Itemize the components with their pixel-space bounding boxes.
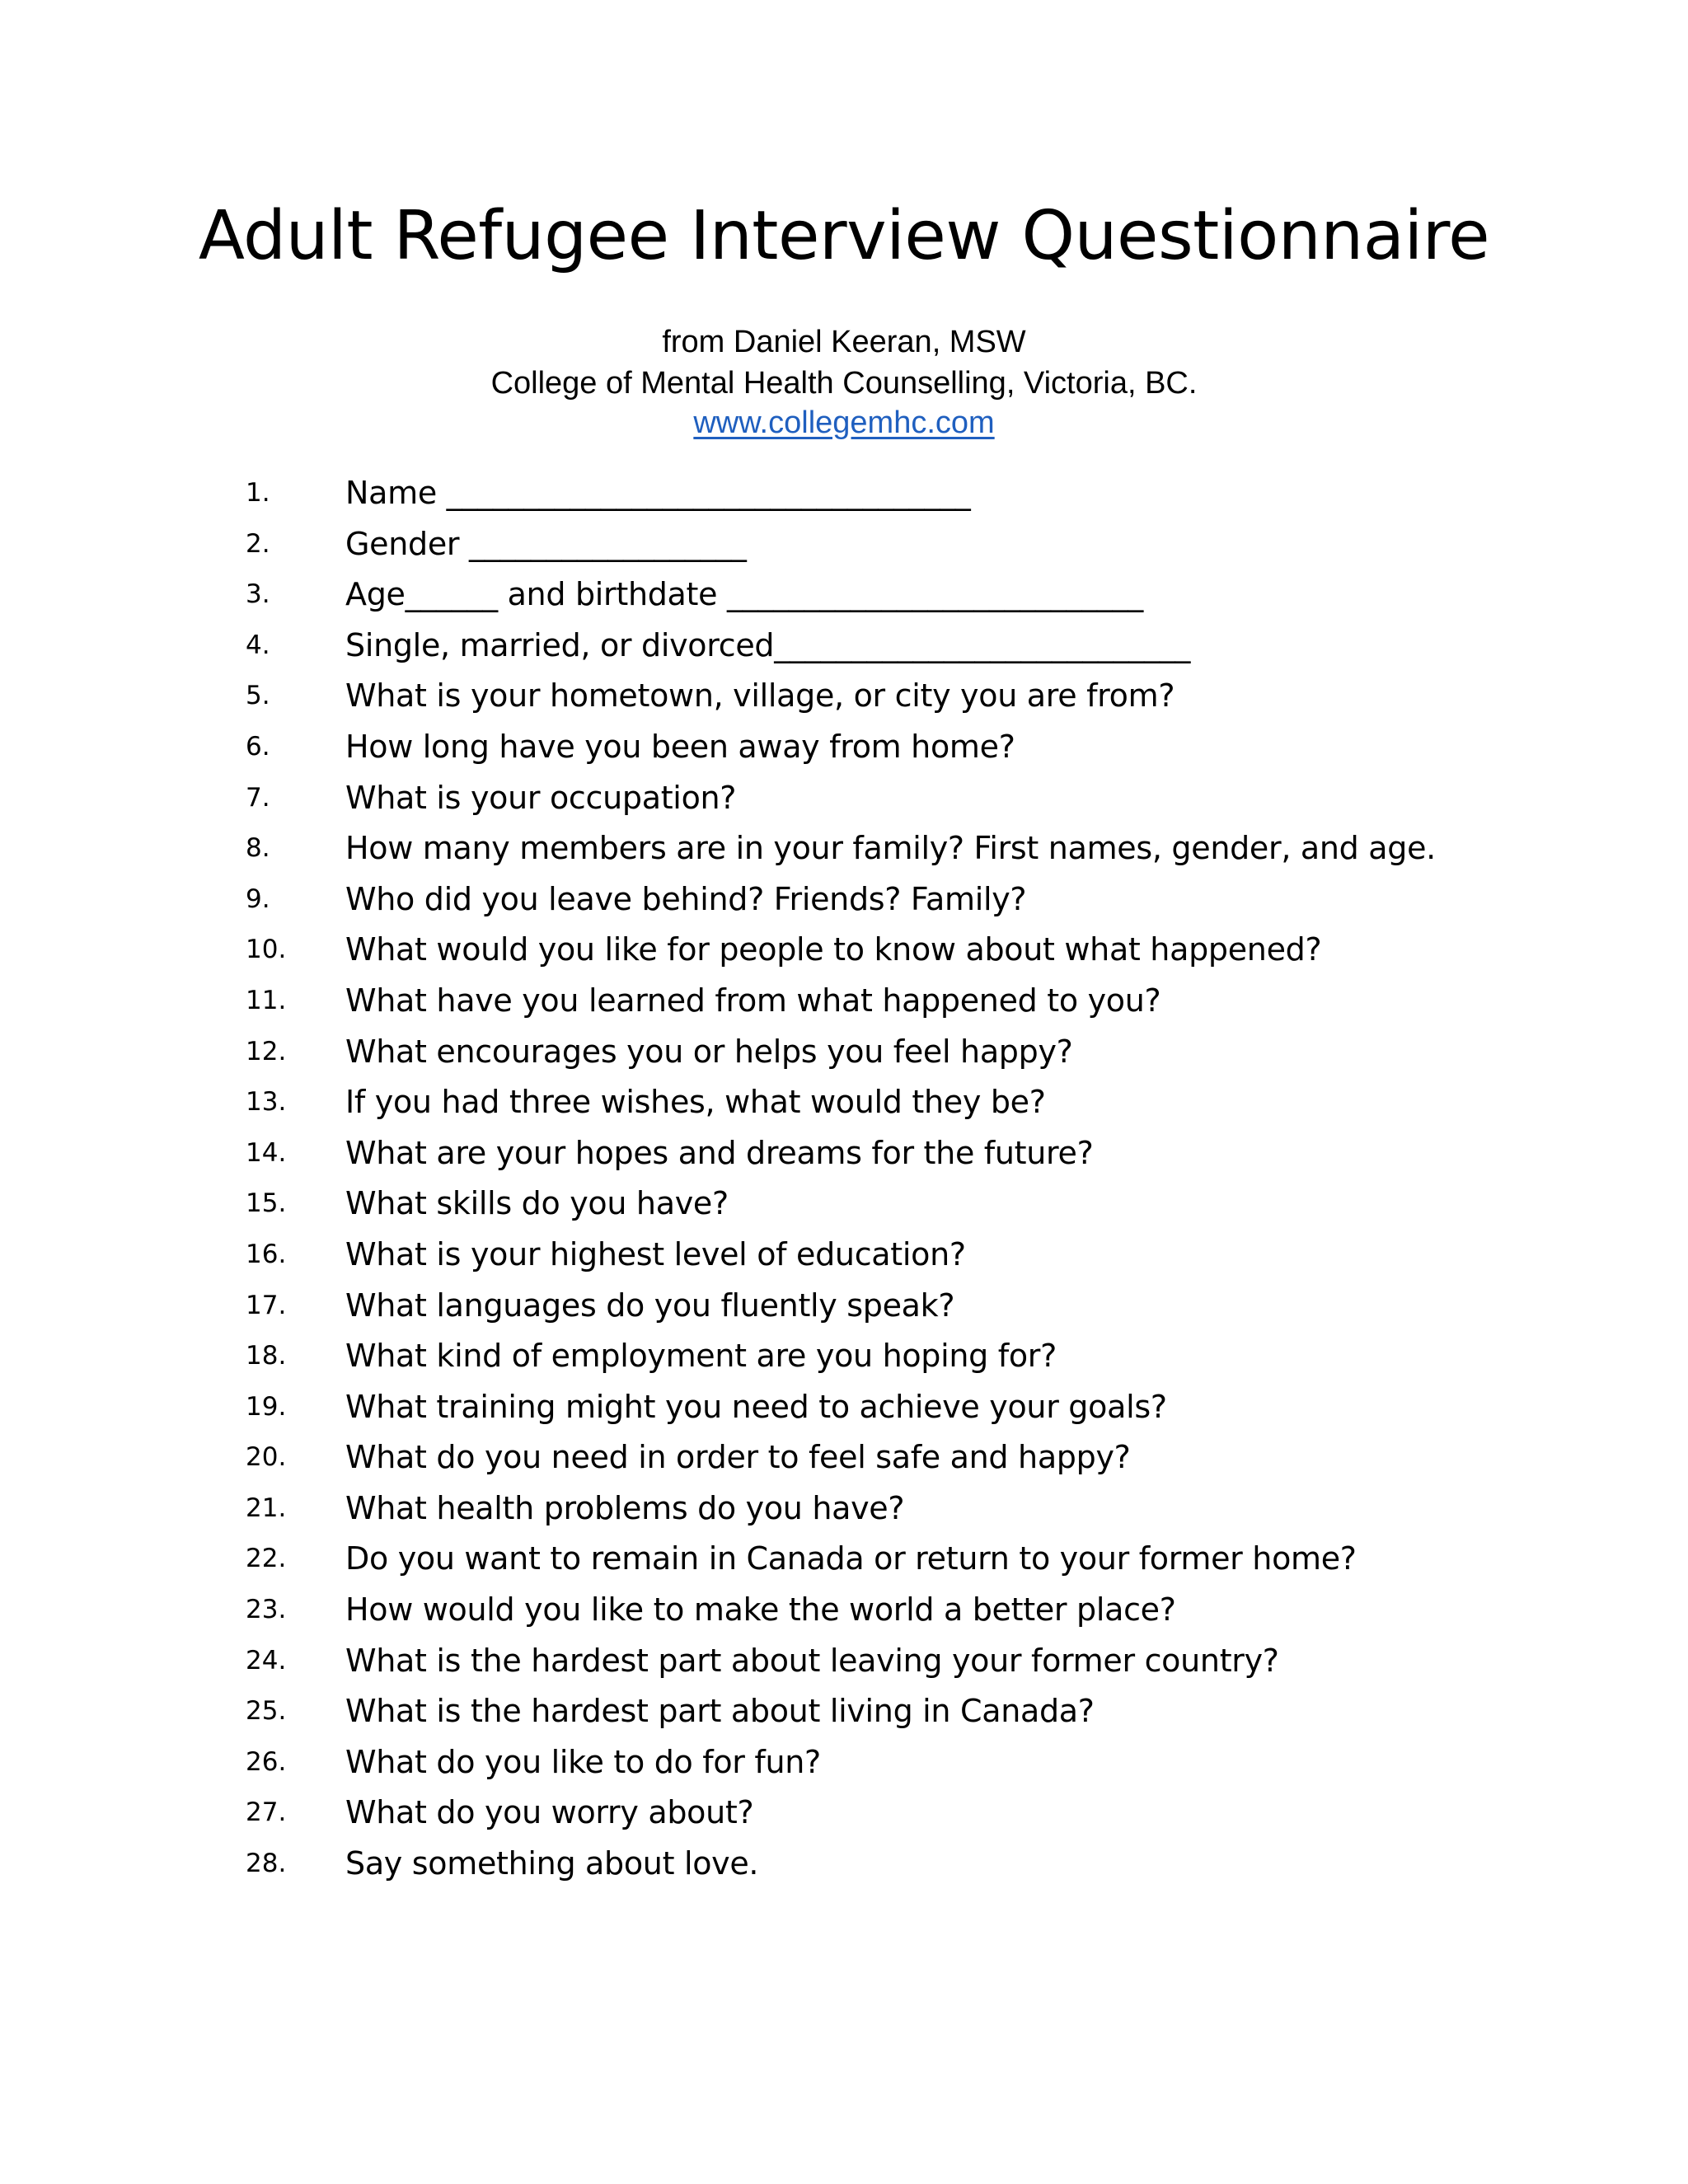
question-item bbox=[0, 874, 1688, 926]
question-number: 16. bbox=[246, 1239, 287, 1269]
question-text: What is your highest level of education? bbox=[345, 1235, 966, 1272]
question-item bbox=[0, 1636, 1688, 1687]
question-number: 26. bbox=[246, 1746, 287, 1777]
question-number: 11. bbox=[246, 985, 287, 1015]
question-text: What do you need in order to feel safe and happy? bbox=[345, 1439, 1131, 1476]
question-number: 27. bbox=[246, 1797, 287, 1828]
question-item bbox=[0, 1331, 1688, 1382]
question-item bbox=[0, 823, 1688, 874]
question-item bbox=[0, 1382, 1688, 1433]
question-text: What kind of employment are you hoping for? bbox=[345, 1338, 1057, 1375]
question-number: 4. bbox=[246, 630, 270, 660]
question-text: What skills do you have? bbox=[345, 1185, 729, 1222]
question-item bbox=[0, 773, 1688, 824]
question-text: What encourages you or helps you feel happy? bbox=[345, 1033, 1073, 1070]
question-number: 23. bbox=[246, 1595, 287, 1625]
question-number: 3. bbox=[246, 579, 270, 610]
question-number: 6. bbox=[246, 731, 270, 762]
organization-line: College of Mental Health Counselling, Victoria, BC. bbox=[490, 366, 1198, 401]
question-text: How would you like to make the world a better place? bbox=[345, 1591, 1176, 1629]
question-text: What health problems do you have? bbox=[345, 1489, 905, 1526]
question-text: What is your hometown, village, or city you are from? bbox=[345, 677, 1175, 715]
question-text: Age______ and birthdate ___________________________ bbox=[345, 576, 1143, 613]
question-number: 9. bbox=[246, 883, 270, 914]
question-text: Say something about love. bbox=[345, 1845, 759, 1882]
question-item bbox=[0, 1230, 1688, 1281]
question-text: What training might you need to achieve your goals? bbox=[345, 1388, 1167, 1425]
author-line: from Daniel Keeran, MSW bbox=[662, 325, 1026, 359]
question-item bbox=[0, 1128, 1688, 1179]
question-number: 7. bbox=[246, 782, 270, 813]
question-number: 2. bbox=[246, 528, 270, 559]
question-number: 13. bbox=[246, 1087, 287, 1118]
question-text: Gender __________________ bbox=[345, 525, 747, 562]
question-text: Who did you leave behind? Friends? Family? bbox=[345, 880, 1027, 917]
question-number: 21. bbox=[246, 1493, 287, 1523]
question-text: How long have you been away from home? bbox=[345, 728, 1015, 765]
question-text: Name __________________________________ bbox=[345, 475, 971, 511]
question-text: What have you learned from what happened to you? bbox=[345, 982, 1161, 1019]
page-title: Adult Refugee Interview Questionnaire bbox=[198, 197, 1490, 275]
question-number: 12. bbox=[246, 1036, 287, 1066]
question-item bbox=[0, 519, 1688, 570]
question-item bbox=[0, 1686, 1688, 1737]
question-number: 17. bbox=[246, 1290, 287, 1320]
question-number: 28. bbox=[246, 1849, 287, 1879]
question-text: What languages do you fluently speak? bbox=[345, 1286, 955, 1324]
question-text: Do you want to remain in Canada or return to your former home? bbox=[345, 1540, 1357, 1577]
question-item bbox=[0, 1281, 1688, 1332]
question-text: Single, married, or divorced___________________________ bbox=[345, 626, 1191, 663]
question-item bbox=[0, 1585, 1688, 1636]
question-number: 22. bbox=[246, 1544, 287, 1574]
question-text: What would you like for people to know about what happened? bbox=[345, 931, 1322, 968]
question-number: 24. bbox=[246, 1645, 287, 1675]
question-item bbox=[0, 569, 1688, 621]
question-item bbox=[0, 468, 1688, 519]
question-item bbox=[0, 925, 1688, 976]
question-text: If you had three wishes, what would they be? bbox=[345, 1084, 1046, 1121]
question-number: 25. bbox=[246, 1696, 287, 1727]
question-item bbox=[0, 1027, 1688, 1078]
question-number: 8. bbox=[246, 833, 270, 864]
question-text: What are your hopes and dreams for the future? bbox=[345, 1134, 1094, 1171]
question-number: 20. bbox=[246, 1442, 287, 1473]
question-number: 1. bbox=[246, 478, 270, 508]
question-item bbox=[0, 1483, 1688, 1535]
question-item bbox=[0, 1432, 1688, 1483]
question-number: 19. bbox=[246, 1391, 287, 1422]
question-item bbox=[0, 1534, 1688, 1585]
question-item bbox=[0, 621, 1688, 672]
question-text: What is your occupation? bbox=[345, 779, 737, 816]
question-number: 18. bbox=[246, 1341, 287, 1371]
question-item bbox=[0, 722, 1688, 773]
question-text: How many members are in your family? First names, gender, and age. bbox=[345, 830, 1436, 867]
question-number: 5. bbox=[246, 681, 270, 711]
question-item bbox=[0, 1077, 1688, 1128]
website-link[interactable]: www.collegemhc.com bbox=[693, 405, 995, 440]
question-text: What is the hardest part about leaving your former country? bbox=[345, 1642, 1279, 1679]
question-item bbox=[0, 1788, 1688, 1839]
question-item bbox=[0, 1179, 1688, 1230]
question-text: What is the hardest part about living in Canada? bbox=[345, 1693, 1095, 1730]
question-text: What do you worry about? bbox=[345, 1794, 754, 1831]
question-list bbox=[0, 468, 1688, 1890]
question-number: 10. bbox=[246, 935, 287, 965]
question-item bbox=[0, 1839, 1688, 1890]
question-item bbox=[0, 976, 1688, 1027]
question-item bbox=[0, 1737, 1688, 1788]
question-number: 14. bbox=[246, 1137, 287, 1168]
question-text: What do you like to do for fun? bbox=[345, 1743, 821, 1780]
question-item bbox=[0, 671, 1688, 722]
question-number: 15. bbox=[246, 1188, 287, 1219]
